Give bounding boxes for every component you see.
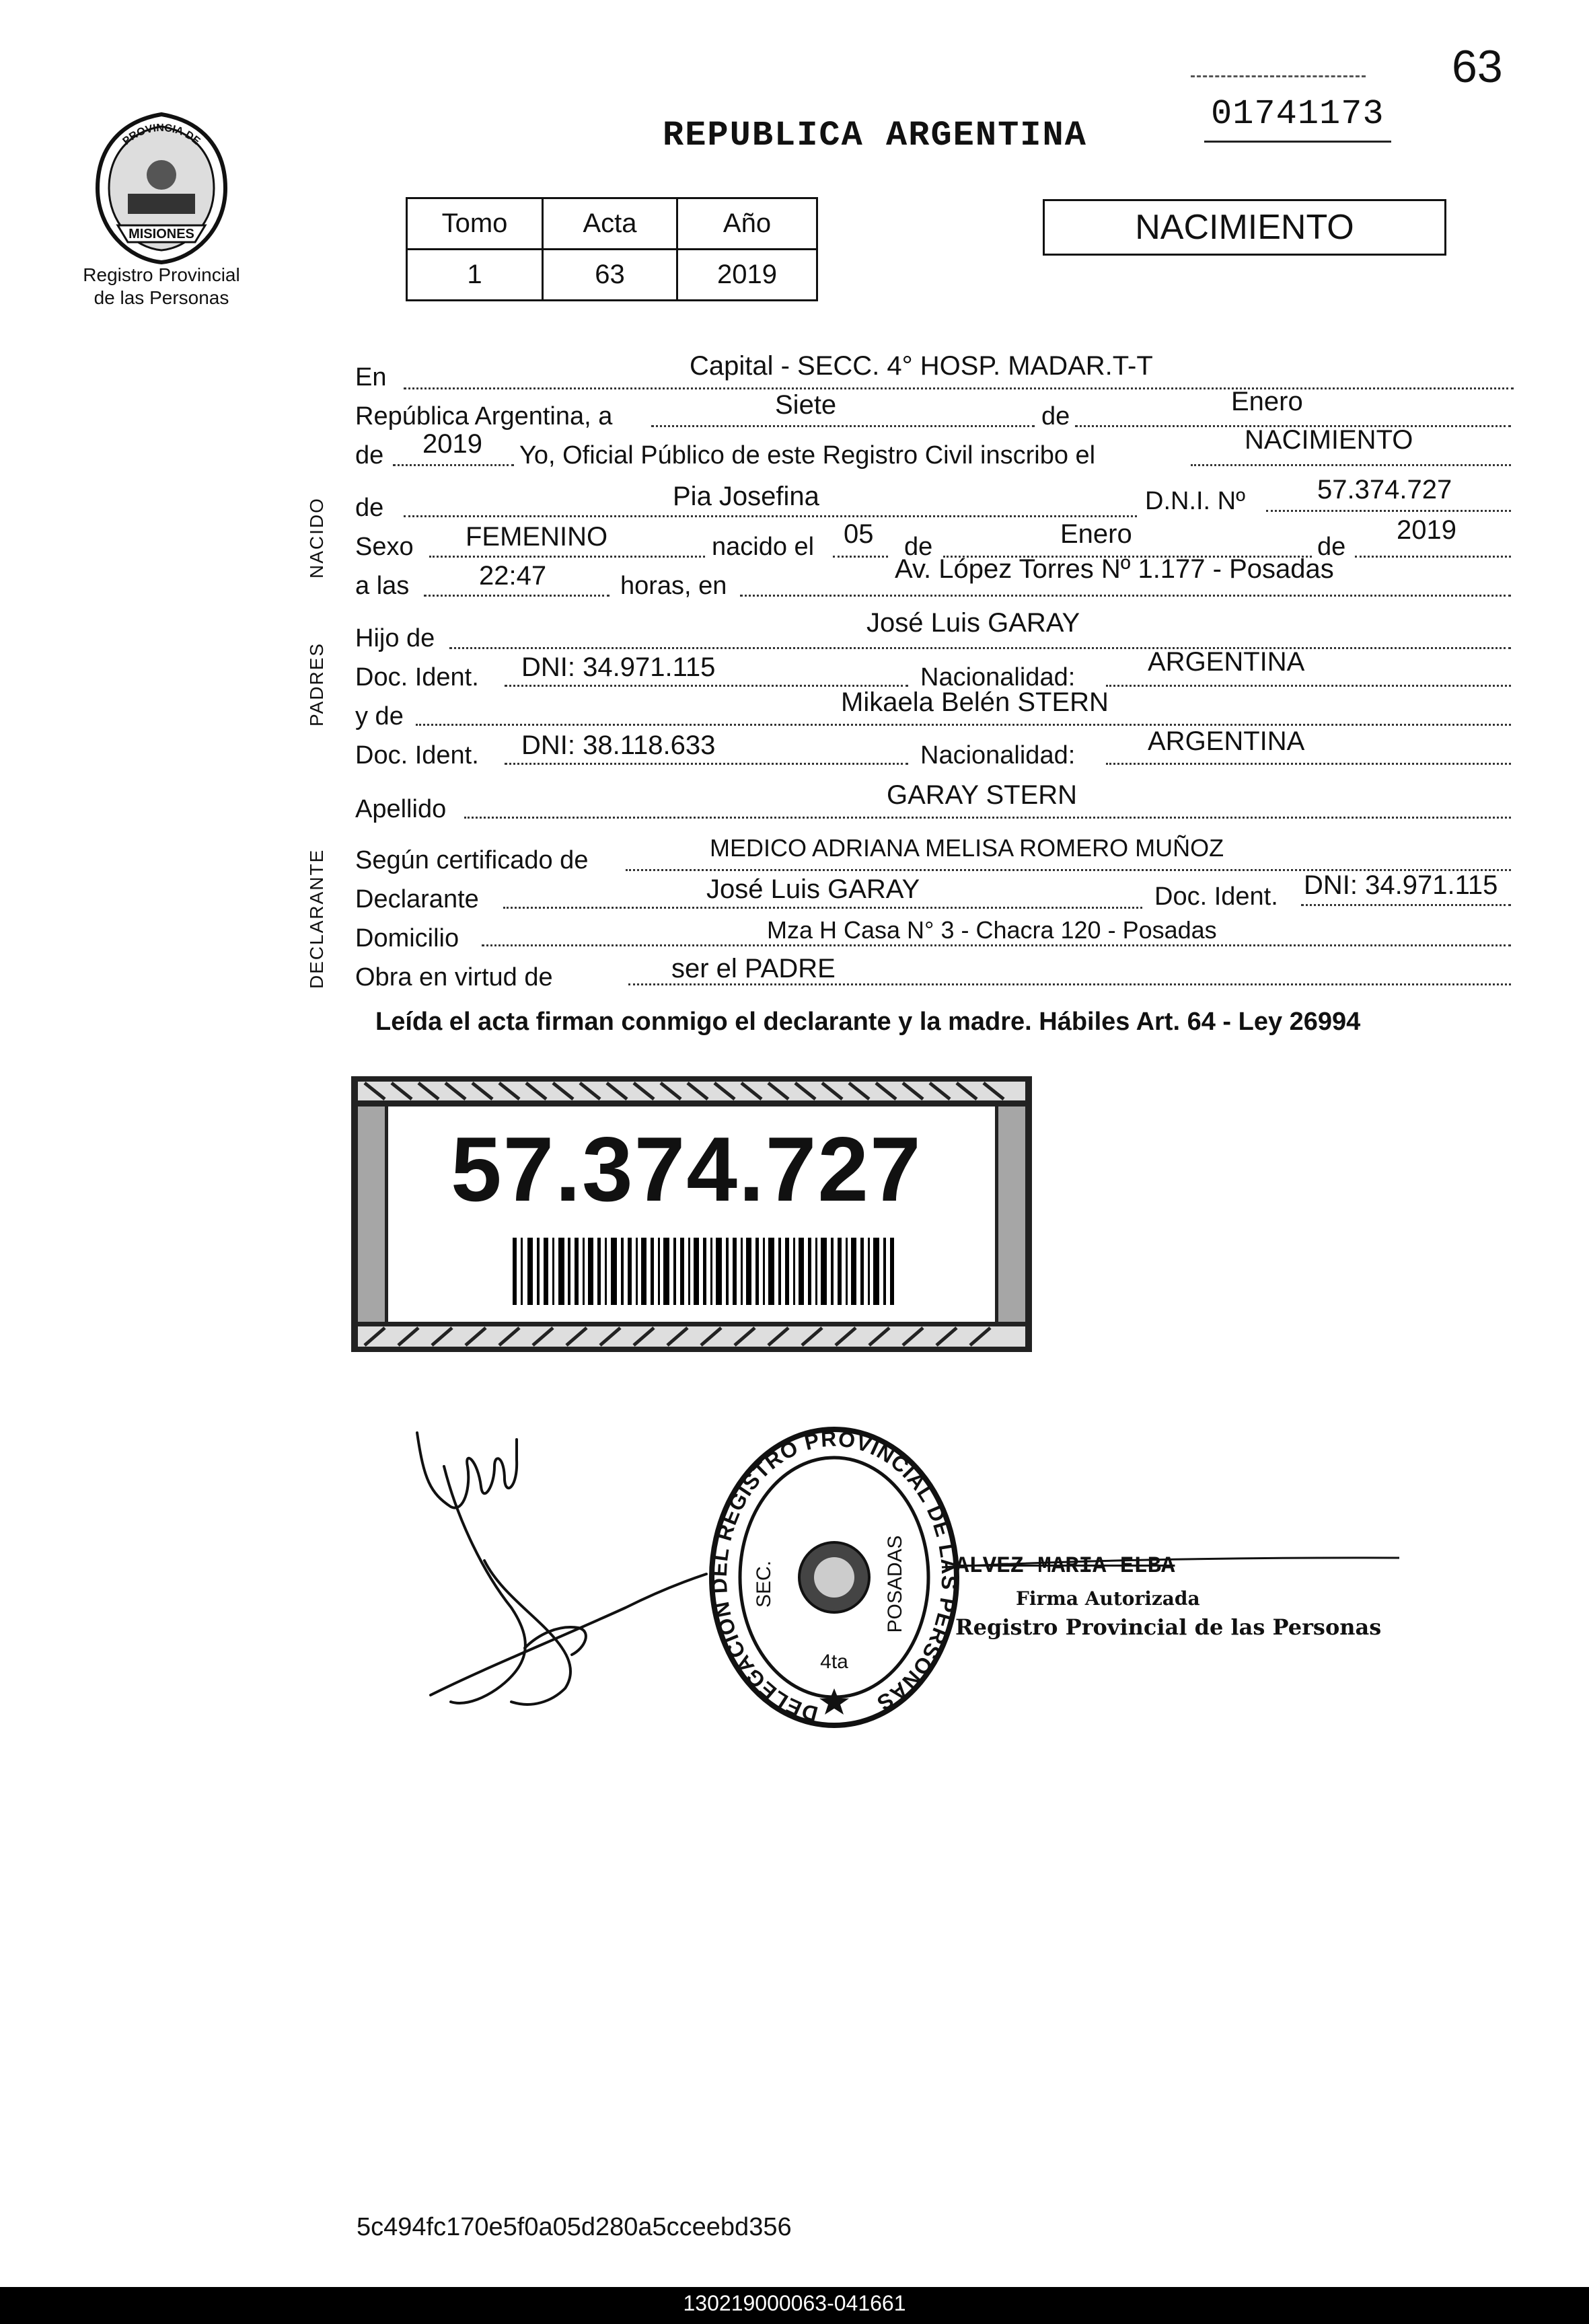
side-label-padres: PADRES <box>306 642 327 726</box>
value-madre: Mikaela Belén STERN <box>841 687 1109 717</box>
dotted-line <box>1301 904 1511 906</box>
official-seal-stamp <box>706 1423 962 1732</box>
meta-value-anio: 2019 <box>677 250 817 301</box>
dotted-line <box>429 556 705 558</box>
label-yo-oficial: Yo, Oficial Público de este Registro Civil inscribo el <box>519 441 1096 470</box>
dotted-line <box>740 595 1511 597</box>
value-dni: 57.374.727 <box>1317 475 1452 504</box>
value-nac-mes: Enero <box>1060 519 1132 549</box>
dotted-line <box>416 724 1511 726</box>
label-doc-ident-madre: Doc. Ident. <box>355 741 479 770</box>
dotted-line <box>1106 685 1511 687</box>
dotted-line <box>464 817 1511 819</box>
label-horas-en: horas, en <box>620 572 727 600</box>
value-apellido: GARAY STERN <box>887 780 1078 810</box>
value-madre-doc: DNI: 38.118.633 <box>521 730 716 760</box>
serial-dotted-line <box>1191 75 1366 77</box>
value-domicilio: Mza H Casa N° 3 - Chacra 120 - Posadas <box>767 916 1217 944</box>
value-anio: 2019 <box>422 429 482 459</box>
dotted-line <box>449 647 1511 649</box>
label-de3: de <box>355 494 384 522</box>
dotted-line <box>1191 464 1511 466</box>
value-madre-nacionalidad: ARGENTINA <box>1148 726 1305 756</box>
country-title: REPUBLICA ARGENTINA <box>663 116 1087 155</box>
meta-value-acta: 63 <box>543 250 677 301</box>
label-en: En <box>355 363 387 391</box>
dotted-line <box>505 763 908 765</box>
dotted-line <box>404 515 1137 517</box>
closing-note: Leída el acta firman conmigo el declarante y la madre. Hábiles Art. 64 - Ley 26994 <box>375 1008 1361 1036</box>
seal-inner-right: POSADAS <box>884 1535 906 1633</box>
logo-text-bottom: MISIONES <box>128 227 194 241</box>
authority-name: ALVEZ MARIA ELBA <box>955 1554 1175 1579</box>
dotted-line <box>833 556 888 558</box>
value-padre-nacionalidad: ARGENTINA <box>1148 647 1305 677</box>
footer-code: 130219000063-041661 <box>683 2291 906 2315</box>
dotted-line <box>503 907 1142 909</box>
side-label-nacido: NACIDO <box>306 497 327 578</box>
label-doc-ident-padre: Doc. Ident. <box>355 663 479 691</box>
value-lugar-nacimiento: Av. López Torres Nº 1.177 - Posadas <box>895 554 1334 584</box>
dotted-line <box>424 595 609 597</box>
serial-number: 01741173 <box>1204 94 1391 143</box>
authority-role: Firma Autorizada <box>1016 1587 1200 1610</box>
label-de4: de <box>904 533 933 561</box>
side-label-declarante: DECLARANTE <box>306 848 327 989</box>
dotted-line <box>482 944 1511 946</box>
label-hijo-de: Hijo de <box>355 624 435 652</box>
meta-header-tomo: Tomo <box>407 198 543 250</box>
label-de: de <box>1041 402 1070 430</box>
seal-ring-text: DELEGACION DEL REGISTRO PROVINCIAL DE LAS PERSONAS <box>706 1426 962 1727</box>
label-segun-certificado: Según certificado de <box>355 846 589 874</box>
dni-label-number: 57.374.727 <box>451 1118 922 1220</box>
registry-line2: de las Personas <box>94 287 229 308</box>
value-declarante: José Luis GARAY <box>706 874 920 904</box>
record-meta-table <box>406 197 818 301</box>
label-sexo: Sexo <box>355 533 414 561</box>
value-lugar-registro: Capital - SECC. 4° HOSP. MADAR.T-T <box>690 351 1153 381</box>
province-coat-of-arms-logo <box>81 108 242 269</box>
record-type-box: NACIMIENTO <box>1043 199 1446 256</box>
label-republica: República Argentina, a <box>355 402 613 430</box>
value-nombre: Pia Josefina <box>673 482 819 511</box>
registry-line1: Registro Provincial <box>83 264 240 285</box>
value-obra: ser el PADRE <box>671 954 836 983</box>
handwritten-signature <box>404 1386 713 1735</box>
authority-organization: Registro Provincial de las Personas <box>955 1614 1382 1640</box>
label-de5: de <box>1317 533 1346 561</box>
meta-header-anio: Año <box>677 198 817 250</box>
dotted-line <box>404 387 1514 389</box>
label-obra-en-virtud: Obra en virtud de <box>355 963 553 991</box>
value-nac-dia: 05 <box>844 519 874 549</box>
value-certificado: MEDICO ADRIANA MELISA ROMERO MUÑOZ <box>710 834 1224 862</box>
dotted-line <box>505 685 908 687</box>
label-nacido-el: nacido el <box>712 533 815 561</box>
dotted-line <box>1355 556 1511 558</box>
dotted-line <box>651 425 1035 427</box>
seal-inner-left: SEC. <box>753 1560 775 1608</box>
label-declarante: Declarante <box>355 885 479 913</box>
value-padre: José Luis GARAY <box>866 608 1080 638</box>
value-acto: NACIMIENTO <box>1245 425 1413 455</box>
label-dni: D.N.I. Nº <box>1145 487 1245 515</box>
label-doc-ident-declarante: Doc. Ident. <box>1154 883 1278 911</box>
label-domicilio: Domicilio <box>355 924 459 952</box>
seal-inner-bottom: 4ta <box>820 1651 848 1673</box>
value-sexo: FEMENINO <box>466 522 608 552</box>
registry-name <box>74 264 249 309</box>
value-nac-anio: 2019 <box>1397 515 1456 545</box>
label-apellido: Apellido <box>355 795 447 823</box>
value-padre-doc: DNI: 34.971.115 <box>521 652 716 682</box>
dotted-line <box>393 464 514 466</box>
dotted-line <box>1106 763 1511 765</box>
value-dia: Siete <box>775 390 837 420</box>
label-de2: de <box>355 441 384 470</box>
value-hora: 22:47 <box>479 561 547 591</box>
page-number: 63 <box>1452 41 1503 92</box>
dotted-line <box>1266 510 1511 512</box>
meta-value-tomo: 1 <box>407 250 543 301</box>
value-declarante-doc: DNI: 34.971.115 <box>1304 870 1498 900</box>
label-nacionalidad-madre: Nacionalidad: <box>920 741 1076 770</box>
meta-header-acta: Acta <box>543 198 677 250</box>
label-nacionalidad-padre: Nacionalidad: <box>920 663 1076 691</box>
document-hash: 5c494fc170e5f0a05d280a5cceebd356 <box>357 2213 792 2241</box>
value-mes: Enero <box>1231 387 1303 416</box>
label-a-las: a las <box>355 572 410 600</box>
logo-text-top: PROVINCIA DE <box>120 122 202 147</box>
label-y-de: y de <box>355 702 404 730</box>
